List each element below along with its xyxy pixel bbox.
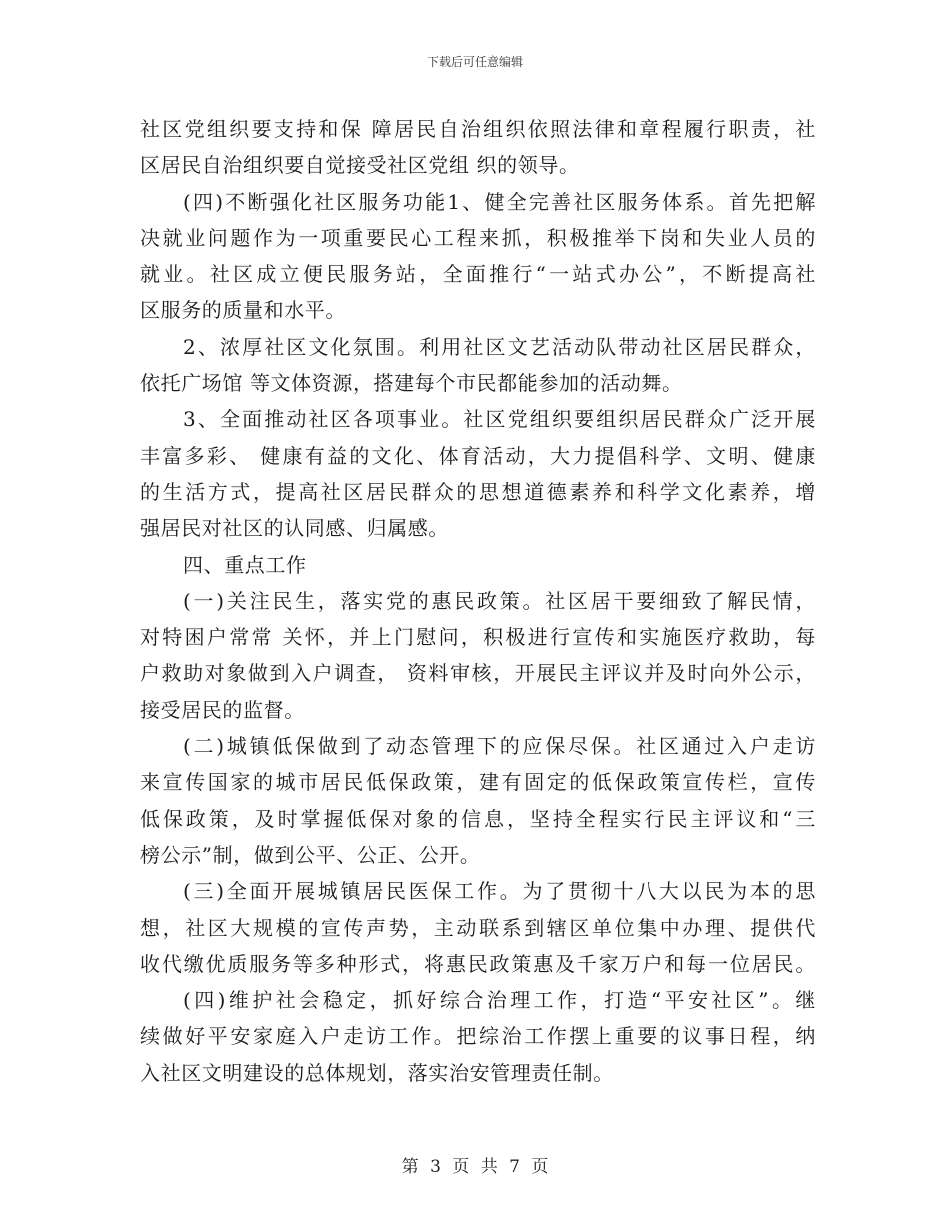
text-line: 四、重点工作: [183, 552, 307, 577]
text-line: 入社区文明建设的总体规划，落实治安管理责任制。: [140, 1060, 614, 1085]
text-line: (四)不断强化社区服务功能1、健全完善社区服务体系。首先把解: [183, 189, 816, 214]
text-line: 想，社区大规模的宣传声势，主动联系到辖区单位集中办理、提供代: [140, 915, 816, 940]
text-line: 接受居民的监督。: [140, 697, 305, 722]
text-line: (四)维护社会稳定，抓好综合治理工作，打造“平安社区”。继: [183, 988, 816, 1013]
text-line: 2、浓厚社区文化氛围。利用社区文艺活动队带动社区居民群众，: [183, 334, 816, 359]
text-line: 丰富多彩、 健康有益的文化、体育活动，大力提倡科学、文明、健康: [140, 443, 816, 468]
text-line: 收代缴优质服务等多种形式，将惠民政策惠及千家万户和每一位居民。: [140, 951, 816, 976]
text-line: (一)关注民生，落实党的惠民政策。社区居干要细致了解民情，: [183, 588, 816, 613]
text-line: 来宣传国家的城市居民低保政策，建有固定的低保政策宣传栏，宣传: [140, 770, 816, 795]
text-line: 强居民对社区的认同感、归属感。: [140, 516, 449, 541]
text-line: 榜公示”制，做到公平、公正、公开。: [140, 842, 481, 867]
text-line: 3、全面推动社区各项事业。社区党组织要组织居民群众广泛开展: [183, 407, 816, 432]
document-body: [140, 111, 816, 1091]
text-line: 决就业问题作为一项重要民心工程来抓，积极推举下岗和失业人员的: [140, 225, 816, 250]
text-line: (二)城镇低保做到了动态管理下的应保尽保。社区通过入户走访: [183, 734, 816, 759]
page-header: 下载后可任意编辑: [426, 55, 523, 69]
text-line: 的生活方式，提高社区居民群众的思想道德素养和科学文化素养，增: [140, 479, 816, 504]
text-line: 户救助对象做到入户调查， 资料审核，开展民主评议并及时向外公示，: [140, 661, 816, 686]
text-line: 区服务的质量和水平。: [140, 298, 346, 323]
text-line: 就业。社区成立便民服务站，全面推行“一站式办公”，不断提高社: [140, 262, 816, 287]
text-line: 续做好平安家庭入户走访工作。把综治工作摆上重要的议事日程，纳: [140, 1024, 816, 1049]
text-line: 依托广场馆 等文体资源，搭建每个市民都能参加的活动舞。: [140, 371, 683, 396]
page-number-footer: 第 3 页 共 7 页: [401, 1157, 549, 1177]
text-line: 社区党组织要支持和保 障居民自治组织依照法律和章程履行职责，社: [140, 117, 816, 141]
text-line: 对特困户常常 关怀，并上门慰问，积极进行宣传和实施医疗救助，每: [140, 625, 816, 650]
text-line: 区居民自治组织要自觉接受社区党组 织的领导。: [140, 153, 580, 178]
text-line: (三)全面开展城镇居民医保工作。为了贯彻十八大以民为本的思: [183, 879, 816, 904]
text-line: 低保政策，及时掌握低保对象的信息，坚持全程实行民主评议和“三: [140, 806, 816, 831]
